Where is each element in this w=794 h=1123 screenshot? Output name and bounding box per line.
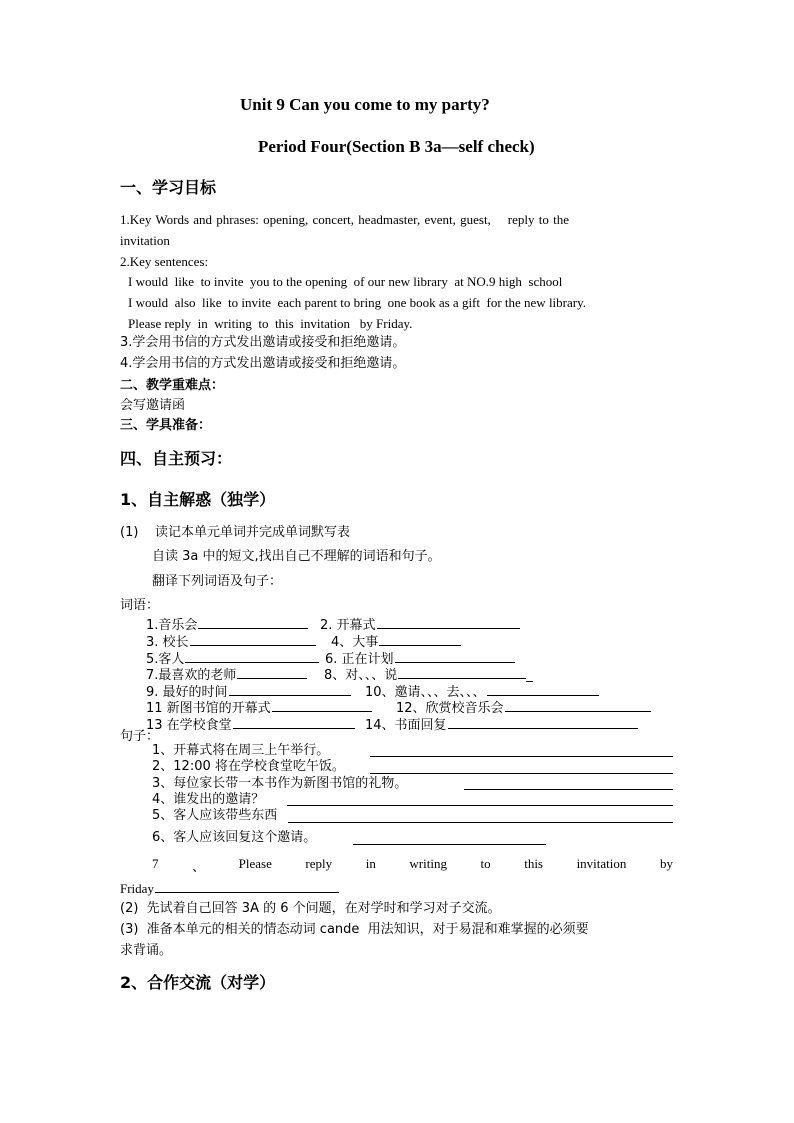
answer-line[interactable]	[464, 789, 673, 790]
key-sentence-1: I would like to invite you to the opening of our new library at NO.9 high school	[128, 274, 563, 289]
document-subtitle: Period Four(Section B 3a—self check)	[258, 137, 535, 156]
answer-line[interactable]	[370, 773, 673, 774]
answer-blank[interactable]	[395, 650, 515, 663]
vocab-item: 1.音乐会	[146, 616, 308, 632]
vocab-item: 13 在学校食堂	[146, 716, 355, 732]
document-title: Unit 9 Can you come to my party?	[240, 95, 490, 114]
answer-blank[interactable]	[487, 683, 599, 696]
instruction-5-cont: 求背诵。	[120, 943, 173, 958]
answer-line[interactable]	[288, 822, 673, 823]
goal-item-1-cont: invitation	[120, 233, 170, 248]
vocab-item: 8、对、、、说 _	[324, 668, 533, 683]
vocab-item: 10、邀请、、、去、、、	[365, 683, 599, 699]
sentence-prompt: 4、谁发出的邀请？	[152, 792, 265, 807]
key-points-body: 会写邀请函	[120, 398, 186, 413]
answer-blank[interactable]	[237, 666, 307, 679]
goal-item-1-text: 1.Key Words and phrases: opening, concert, headmaster, event, guest, reply to the	[120, 212, 570, 227]
answer-line[interactable]	[353, 844, 546, 845]
instruction-5: (3) 准备本单元的相关的情态动词 cande 用法知识，对于易混和难掌握的必须要	[120, 922, 589, 937]
vocab-item: 9. 最好的时间	[146, 683, 351, 699]
answer-blank[interactable]	[448, 716, 638, 729]
vocab-item: 11 新图书馆的开幕式	[146, 699, 372, 715]
vocab-item: 5.客人	[146, 650, 319, 666]
section-heading-preview: 四、自主预习：	[120, 449, 233, 468]
vocab-item: 4、大事	[331, 633, 461, 649]
vocab-item: 12、欣赏校音乐会	[396, 699, 651, 715]
key-sentence-2: I would also like to invite each parent to bring one book as a gift for the new library.	[128, 295, 587, 310]
instruction-3: 翻译下列词语及句子：	[152, 574, 283, 589]
answer-blank[interactable]	[505, 699, 651, 712]
answer-blank[interactable]	[233, 716, 355, 729]
instruction-1: (1) 读记本单元单词并完成单词默写表	[120, 525, 350, 540]
answer-blank[interactable]	[377, 616, 520, 629]
words-label: 词语：	[120, 598, 160, 613]
sentence-prompt-7-end: Friday	[120, 880, 339, 895]
answer-blank[interactable]	[155, 880, 339, 893]
goal-item-4: 4.学会用书信的方式发出邀请或接受和拒绝邀请。	[120, 356, 406, 371]
vocab-item: 3. 校长	[146, 633, 316, 649]
sentence-prompt-7: 7 、 Please reply in writing to this invitation by	[152, 856, 673, 874]
answer-blank[interactable]	[229, 683, 351, 696]
sentence-prompt: 3、每位家长带一本书作为新图书馆的礼物。	[152, 776, 408, 791]
sentence-prompt: 5、客人应该带些东西	[152, 808, 278, 823]
vocab-item: 2. 开幕式	[320, 616, 520, 632]
vocab-item: 6. 正在计划	[325, 650, 515, 666]
answer-blank[interactable]	[272, 699, 372, 712]
answer-blank[interactable]	[198, 616, 308, 629]
sentence-prompt: 2、12:00 将在学校食堂吃午饭。	[152, 759, 345, 774]
sentences-label: 句子：	[120, 729, 160, 744]
instruction-2: 自读 3a 中的短文,找出自己不理解的词语和句子。	[152, 549, 441, 564]
answer-blank[interactable]	[379, 633, 461, 646]
instruction-4: (2) 先试着自己回答 3A 的 6 个问题，在对学时和学习对子交流。	[120, 901, 501, 916]
answer-line[interactable]	[370, 756, 673, 757]
answer-blank[interactable]	[185, 650, 319, 663]
answer-blank[interactable]	[190, 633, 316, 646]
part-heading-cooperation: 2、合作交流（对学）	[120, 973, 276, 992]
goal-item-1	[120, 212, 673, 228]
sentence-prompt: 6、客人应该回复这个邀请。	[152, 830, 317, 845]
sentence-prompt: 1、开幕式将在周三上午举行。	[152, 743, 330, 758]
answer-line[interactable]	[287, 805, 673, 806]
section-heading-materials: 三、学具准备：	[120, 418, 212, 433]
goal-item-2: 2.Key sentences:	[120, 254, 209, 269]
part-heading-self-study: 1、自主解惑（独学）	[120, 490, 276, 509]
answer-blank[interactable]	[398, 666, 526, 679]
section-heading-goals: 一、学习目标	[120, 178, 217, 197]
goal-item-3: 3.学会用书信的方式发出邀请或接受和拒绝邀请。	[120, 335, 406, 350]
vocab-item: 14、书面回复	[365, 716, 638, 732]
key-sentence-3: Please reply in writing to this invitation by Friday.	[128, 316, 413, 331]
vocab-item: 7.最喜欢的老师	[146, 666, 307, 682]
section-heading-key-points: 二、教学重难点：	[120, 378, 225, 393]
